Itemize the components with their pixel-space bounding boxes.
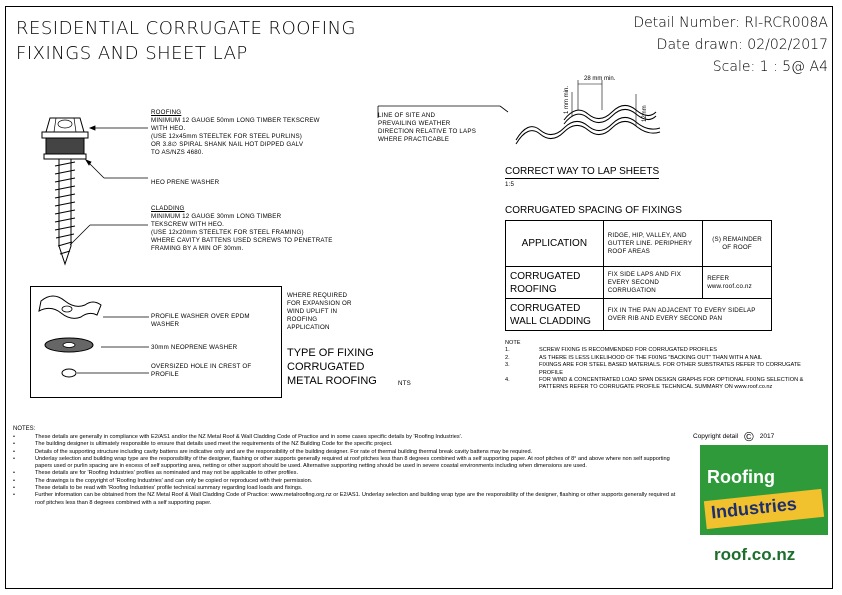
general-notes bbox=[13, 424, 683, 507]
sheet-lap-drawing bbox=[506, 70, 686, 160]
note-item: • Underlay selection and building wrap type are the responsibility of the designer, flashing or other supports generally required at roof pitches less than 8 degrees combined with a self supporting paper. At roof pitches of 8° and above where non self supporting papers used or purlin spacing are in excess of self supporting area, netting or other support should be used. Alternative supporting netting should be used in severe coastal environments including when dimensions are used. bbox=[13, 456, 683, 471]
where-required-line: ROOFING bbox=[287, 316, 318, 323]
table-notes bbox=[505, 340, 825, 392]
row-roofing-fix: FIX SIDE LAPS AND FIX EVERY SECOND CORRUGATION bbox=[603, 267, 702, 299]
note-text: SCREW FIXING IS RECOMMENDED FOR CORRUGATED PROFILES bbox=[539, 347, 717, 354]
table-note bbox=[505, 362, 825, 377]
note-text: These details are for 'Roofing Industries' profiles as nominated and may not be applicable to other profiles. bbox=[35, 470, 299, 477]
washer-label: HEO PRENE WASHER bbox=[151, 179, 220, 186]
note-item: • Further information can be obtained from the NZ Metal Roof & Wall Cladding Code of Practice: www.metalroofing.org.nz or E2/AS1. Underlay selection and building wrap type are the responsibility of the designer, flashing or other supports generally required at roof pitches less than 8 degrees combined with a self supporting paper. bbox=[13, 492, 683, 507]
logo-line-3: roof.co.nz bbox=[714, 545, 796, 564]
type-of-fixing bbox=[287, 346, 377, 388]
col-ridge: RIDGE, HIP, VALLEY, AND GUTTER LINE. PERIPHERY ROOF AREAS bbox=[603, 221, 702, 267]
copyright-icon: © bbox=[744, 429, 754, 444]
oversized-hole-label: OVERSIZED HOLE IN CREST OF PROFILE bbox=[151, 363, 252, 378]
note-number: 2. bbox=[505, 354, 510, 361]
cladding-spec bbox=[151, 205, 381, 253]
spacing-table bbox=[505, 220, 772, 331]
note-number: 1. bbox=[505, 347, 510, 354]
cladding-line: WHERE CAVITY BATTENS USED SCREWS TO PENETRATE bbox=[151, 237, 333, 244]
row-cladding-label: CORRUGATED WALL CLADDING bbox=[506, 299, 604, 331]
note-text: AS THERE IS LESS LIKELIHOOD OF THE FIXING "BACKING OUT" THAN WITH A NAIL bbox=[539, 354, 763, 361]
date-drawn: Date drawn: 02/02/2017 bbox=[656, 37, 828, 53]
lap-heading: CORRECT WAY TO LAP SHEETS bbox=[505, 166, 660, 177]
note-text: FIXINGS ARE FOR STEEL BASED MATERIALS. FOR OTHER SUBSTRATES REFER TO CORRUGATE PROFILE bbox=[539, 362, 801, 376]
row-roofing-refer: REFER www.roof.co.nz bbox=[703, 267, 772, 299]
copyright-year: 2017 bbox=[759, 433, 775, 440]
los-line: LINE OF SITE AND bbox=[378, 112, 436, 119]
where-required-line: FOR EXPANSION OR bbox=[287, 300, 352, 307]
cladding-line: MINIMUM 12 GAUGE 30mm LONG TIMBER bbox=[151, 213, 282, 220]
note-item: • These details are for 'Roofing Industries' profiles as nominated and may not be applicable to other profiles. bbox=[13, 470, 299, 477]
cladding-heading: CLADDING bbox=[151, 205, 185, 212]
note-text: FOR WIND & CONCENTRATED LOAD SPAN DESIGN GRAPHS FOR OPTIONAL FIXING SELECTION & PATTERNS REFER TO CORRUGATE PROFILE TECHNICAL SUMMARY ON www.roof.co.nz bbox=[539, 377, 804, 391]
type-line: CORRUGATED bbox=[287, 361, 365, 373]
note-text: Details of the supporting structure including cavity battens are indicative only and are the responsibility of the building designer. For rate of thermal building thermal break cavity battens may be required. bbox=[35, 448, 533, 455]
cladding-line: FRAMING BY A MIN OF 30mm. bbox=[151, 245, 244, 252]
roofing-line: MINIMUM 12 GAUGE 50mm LONG TIMBER TEKSCREW bbox=[151, 117, 320, 124]
roofing-spec bbox=[151, 109, 371, 157]
roofing-line: (USE 12x45mm STEELTEK FOR STEEL PURLINS) bbox=[151, 133, 303, 140]
drawing-scale: Scale: 1 : 5@ A4 bbox=[712, 59, 828, 75]
copyright-text: Copyright detail bbox=[693, 433, 739, 440]
roofing-line: TO AS/NZS 4680. bbox=[151, 149, 204, 156]
note-text: These details to be read with 'Roofing Industries' profile technical summary regarding load loads and fixings. bbox=[35, 485, 303, 492]
table-note bbox=[505, 355, 825, 362]
los-line: PREVAILING WEATHER bbox=[378, 120, 451, 127]
note-item: • The drawings is the copyright of 'Roofing Industries' and can only be copied or reproduced with their permission. bbox=[13, 477, 313, 484]
cladding-line: TEKSCREW WITH HEO. bbox=[151, 221, 225, 228]
title-line-2: FIXINGS AND SHEET LAP bbox=[16, 43, 248, 64]
col-application: APPLICATION bbox=[506, 221, 604, 267]
roofing-heading: ROOFING bbox=[151, 109, 182, 116]
lap-dim-top: 28 mm min. bbox=[584, 76, 616, 82]
note-item: • Details of the supporting structure including cavity battens are indicative only and are the responsibility of the building designer. For rate of thermal building thermal break cavity battens may be required. bbox=[13, 448, 533, 455]
row-cladding-fix: FIX IN THE PAN ADJACENT TO EVERY SIDELAP OVER RIB AND EVERY SECOND PAN bbox=[603, 299, 771, 331]
notes-heading: NOTES: bbox=[13, 426, 36, 432]
type-line: METAL ROOFING bbox=[287, 375, 377, 387]
lap-scale: 1:5 bbox=[505, 181, 515, 188]
note-item: • These details are generally in compliance with E2/AS1 and/or the NZ Metal Roof & Wall Cladding Code of Practice and in some cases specific details by 'Roofing Industries'. bbox=[13, 434, 463, 440]
los-line: DIRECTION RELATIVE TO LAPS bbox=[378, 128, 477, 135]
where-required-line: WIND UPLIFT IN bbox=[287, 308, 338, 315]
lap-dim-left: 1 mm min. bbox=[564, 85, 570, 114]
note-text: Further information can be obtained from the NZ Metal Roof & Wall Cladding Code of Practice: www.metalroofing.org.nz or E2/AS1. Underlay selection and building wrap type are the responsibility of the designer, flashing or other supports generally required at roof pitches less than 8 degrees combined with a self supporting paper. bbox=[35, 492, 676, 506]
table-note bbox=[505, 377, 825, 392]
line-of-site-note bbox=[378, 112, 503, 144]
table-note bbox=[505, 347, 825, 354]
roofing-industries-logo bbox=[700, 445, 828, 583]
logo-banner bbox=[704, 489, 824, 529]
note-text: Underlay selection and building wrap type are the responsibility of the designer, flashing or other supports generally required at roof pitches less than 8 degrees combined with a self supporting paper. At roof pitches of 8° and above where non self supporting papers used or purlin spacing are in excess of self supporting area, netting or other support should be used. Alternative supporting netting should be used in severe coastal environments including when dimensions are used. bbox=[35, 455, 670, 470]
logo-line-1: Roofing bbox=[707, 467, 775, 487]
spacing-heading: CORRUGATED SPACING OF FIXINGS bbox=[505, 205, 682, 216]
logo-url-panel bbox=[700, 535, 828, 583]
title-line-1: RESIDENTIAL CORRUGATE ROOFING bbox=[16, 18, 356, 39]
where-required-note bbox=[287, 292, 377, 332]
roofing-line: WITH HEO. bbox=[151, 125, 186, 132]
note-item: • These details to be read with 'Roofing Industries' profile technical summary regarding load loads and fixings. bbox=[13, 485, 303, 492]
note-number: 4. bbox=[505, 377, 510, 384]
detail-number: Detail Number: RI-RCR008A bbox=[633, 15, 828, 31]
copyright bbox=[693, 429, 774, 444]
note-text: These details are generally in compliance with E2/AS1 and/or the NZ Metal Roof & Wall Cladding Code of Practice and in some cases specific details by 'Roofing Industries'. bbox=[35, 434, 463, 440]
col-remainder: (S) REMAINDER OF ROOF bbox=[703, 221, 772, 267]
roofing-line: OR 3.8∅ SPIRAL SHANK NAIL HOT DIPPED GALV bbox=[151, 141, 304, 148]
where-required-line: WHERE REQUIRED bbox=[287, 292, 348, 299]
profile-washer-label: PROFILE WASHER OVER EPDM WASHER bbox=[151, 313, 250, 328]
note-text: The building designer is ultimately responsible to ensure that details used meet the requirements of the NZ Building Code for the specific project. bbox=[35, 441, 393, 448]
nts-label: NTS bbox=[398, 380, 411, 387]
where-required-line: APPLICATION bbox=[287, 324, 330, 331]
cladding-line: (USE 12x20mm STEELTEK FOR STEEL FRAMING) bbox=[151, 229, 304, 236]
table-notes-heading: NOTE bbox=[505, 340, 521, 346]
logo-line-2: Industries bbox=[710, 493, 798, 523]
row-roofing-label: CORRUGATED ROOFING bbox=[506, 267, 604, 299]
type-line: TYPE OF FIXING bbox=[287, 347, 374, 359]
neoprene-washer-label: 30mm NEOPRENE WASHER bbox=[151, 344, 238, 351]
washer-leaders bbox=[31, 287, 281, 397]
note-number: 3. bbox=[505, 362, 510, 369]
expansion-detail-box bbox=[30, 286, 282, 398]
lap-dim-right: 12mm bbox=[642, 105, 648, 122]
note-item: • The building designer is ultimately responsible to ensure that details used meet the requirements of the NZ Building Code for the specific project. bbox=[13, 441, 393, 448]
los-line: WHERE PRACTICABLE bbox=[378, 136, 450, 143]
note-text: The drawings is the copyright of 'Roofing Industries' and can only be copied or reproduced with their permission. bbox=[35, 477, 313, 484]
